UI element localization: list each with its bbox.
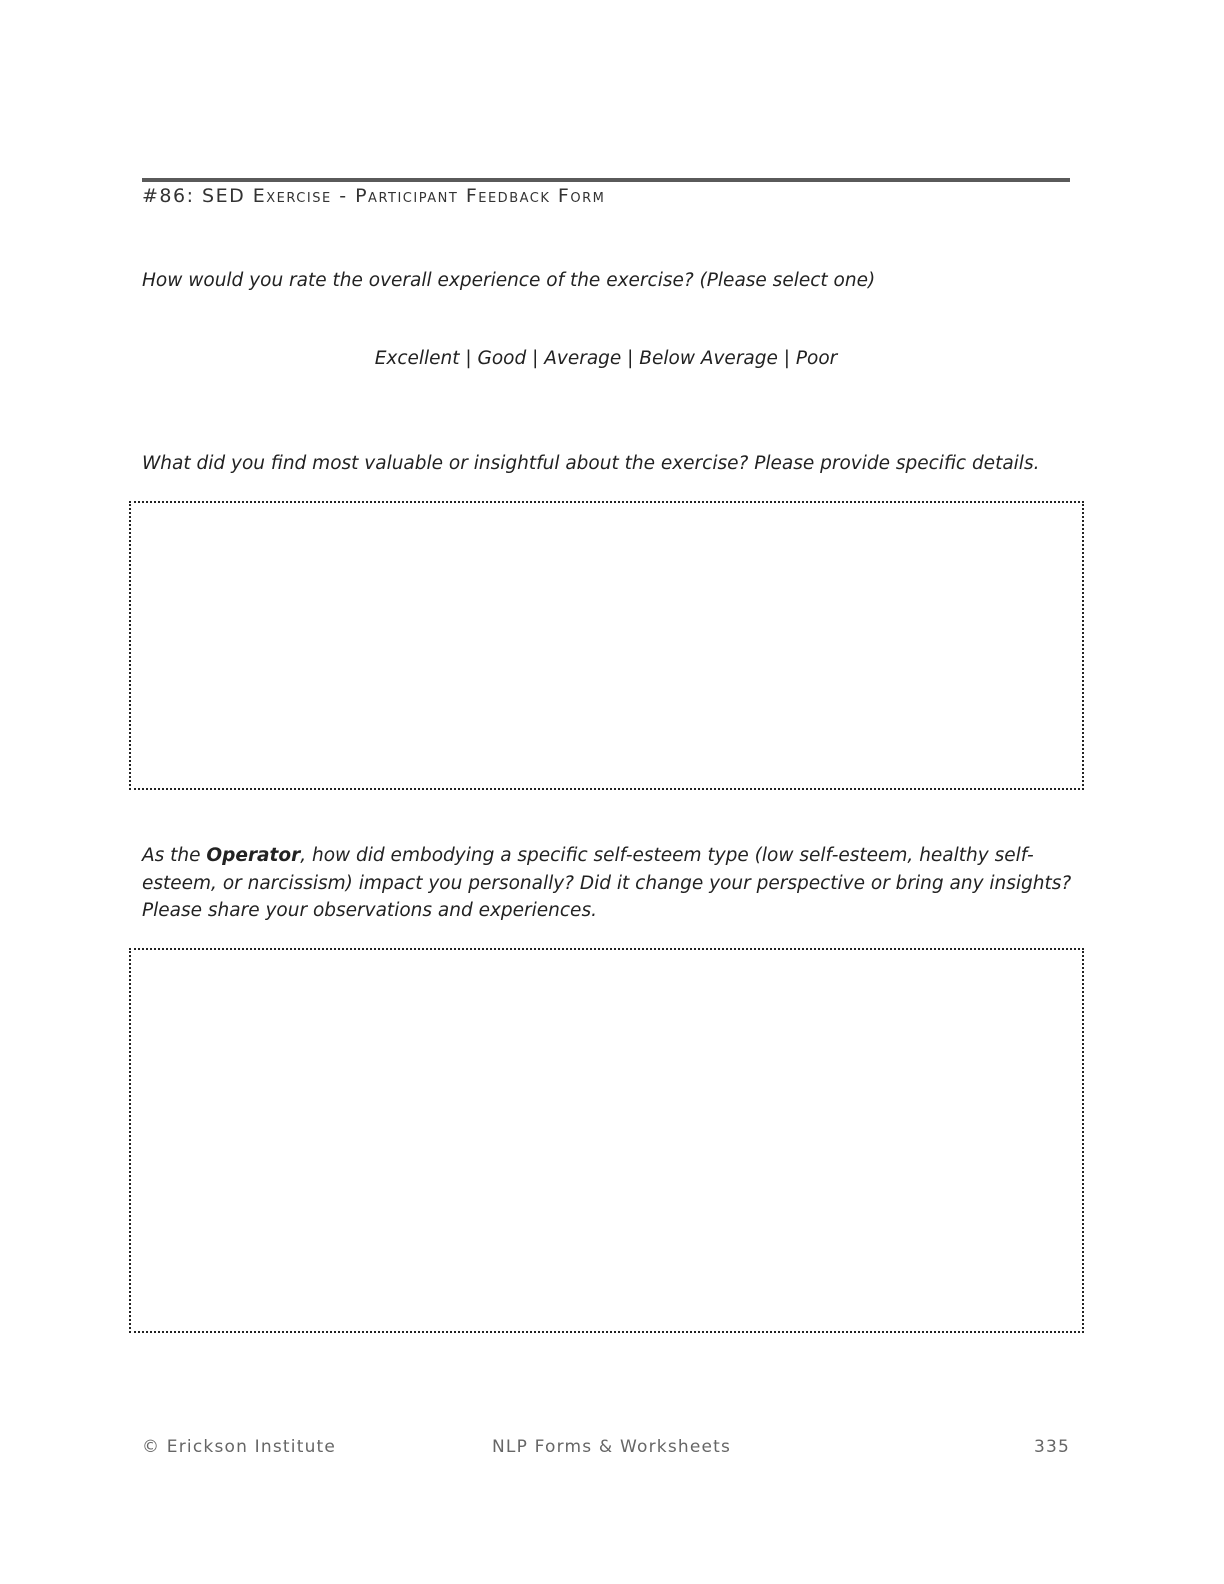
question-operator-prefix: As the — [142, 845, 207, 866]
header-rule — [142, 178, 1070, 182]
answer-box-operator[interactable] — [129, 948, 1084, 1333]
operator-label: Operator — [206, 845, 301, 866]
question-operator — [142, 842, 1072, 925]
page-title: #86: SED Exercise - Participant Feedback Form — [142, 185, 606, 207]
footer-copyright: © Erickson Institute — [142, 1437, 337, 1457]
page-number: 335 — [1034, 1437, 1071, 1457]
question-valuable: What did you find most valuable or insightful about the exercise? Please provide specific details. — [142, 453, 1040, 474]
question-operator-text: , how did embodying a specific self-esteem type (low self-esteem, healthy self-esteem, or narcissism) impact you personally? Did it change your perspective or bring any insights? Please share your observations and experiences. — [142, 845, 1072, 921]
rating-options[interactable]: Excellent | Good | Average | Below Average | Poor — [374, 348, 838, 369]
footer-book-title: NLP Forms & Worksheets — [492, 1437, 732, 1457]
answer-box-valuable[interactable] — [129, 501, 1084, 790]
question-rating: How would you rate the overall experience of the exercise? (Please select one) — [142, 270, 876, 291]
